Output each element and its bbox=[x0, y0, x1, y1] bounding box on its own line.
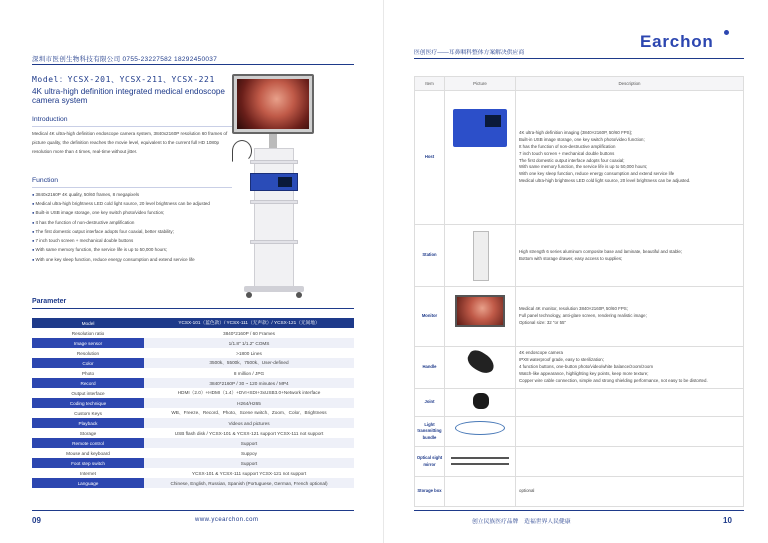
table-row: Image sensor 1/1.8" 1/1.2" COMS bbox=[32, 338, 354, 348]
table-row: Internet YCSX-101 & YCSX-111 support YCSX-121 not support bbox=[32, 468, 354, 478]
function-item: ● With same memory function, the service life is up to 50,000 hours; bbox=[32, 245, 232, 254]
logo-dot-icon bbox=[724, 30, 729, 35]
parameter-table bbox=[32, 318, 354, 488]
table-row: Host 4K ultra-high definition imaging (3840×2160P, 50/60 FPS); Built-in USB image storage, one key switch photo/video function; It has the function of non-destructive amplification 7 inch touch screen + mechanical double buttons The first domestic output interface adopts four coaxial; With same memory function, the service life is up to 50,000 hours; With one key sleep function, reduce energy consumption and extend service life Medical ultra-high brightness LED cold light source, 20 level brightness can be adjusted. bbox=[415, 91, 744, 225]
footer-slogan: 创立民族医疗品牌 造福世界人民健康 bbox=[472, 519, 571, 525]
table-row: Resolution ratio 3840*2160P / 60 Frames bbox=[32, 328, 354, 338]
optical-sight-image bbox=[445, 447, 516, 477]
page-number: 09 bbox=[32, 516, 41, 525]
divider bbox=[32, 64, 354, 65]
table-row: Coding technique H264/H265 bbox=[32, 398, 354, 408]
table-row: Language Chinese, English, Russian, Spanish (Portuguese, German, French optional) bbox=[32, 478, 354, 488]
function-item: ● It has the function of non-destructive amplification bbox=[32, 218, 232, 227]
table-row: Record 3840*2160P / 30 ~ 120 minutes / MP4 bbox=[32, 378, 354, 388]
divider bbox=[414, 58, 744, 59]
camera-host-graphic bbox=[250, 173, 298, 191]
model-line: Model：YCSX-201、YCSX-211、YCSX-221 bbox=[32, 75, 215, 84]
right-page bbox=[384, 0, 768, 543]
table-row: Storage USB flash disk / YCSX-101 & YCSX-121 support YCSX-111 not support bbox=[32, 428, 354, 438]
website: www.ycearchon.com bbox=[195, 517, 259, 523]
earchon-logo: Earchon bbox=[640, 32, 714, 51]
function-list bbox=[32, 190, 232, 264]
monitor-graphic bbox=[232, 74, 314, 134]
table-row: Handle 4K endoscope camera IPX8 waterproof grade, easy to sterilization; 4 function buttons, one-button photo/video/white balance/zoom/zoom Watch-like appearance, highlighting key points, keep more texture; Copper wire cable connection, simple and strong shielding performance, not easy to be distorted. bbox=[415, 347, 744, 389]
table-row: Joint bbox=[415, 389, 744, 417]
table-row: Photo 8 million / JPG bbox=[32, 368, 354, 378]
handle-image bbox=[445, 347, 516, 389]
host-image bbox=[445, 91, 516, 225]
column-header: Item bbox=[415, 77, 445, 91]
column-header: Picture bbox=[445, 77, 516, 91]
table-row: Light transmitting bundle bbox=[415, 417, 744, 447]
table-row: Custom Keys WB、Freeze、Record、Photo、Scene switch、Zoom、Color、Brightness bbox=[32, 408, 354, 418]
divider bbox=[32, 187, 232, 188]
table-row: Storage box optional bbox=[415, 477, 744, 507]
introduction-heading: Introduction bbox=[32, 116, 68, 123]
page-number: 10 bbox=[723, 516, 732, 525]
table-row: Model YCSX-101（蓝色款）/ YCSX-111（无声款）/ YCSX-121（无间地） bbox=[32, 318, 354, 328]
company-contact: 深圳市医创生物科技有限公司 0755-23227582 18292450037 bbox=[32, 56, 218, 63]
table-row: Output interface HDMI（2.0）+HDMI（1.4）+DVI+SDI+3xUSB3.0+Network interface bbox=[32, 388, 354, 398]
monitor-image bbox=[445, 287, 516, 347]
function-item: ● The first domestic output interface adopts four coaxial, better stability; bbox=[32, 227, 232, 236]
table-row: Foot step switch Support bbox=[32, 458, 354, 468]
table-row: Mouse and keyboard Suppoy bbox=[32, 448, 354, 458]
function-item: ● With one key sleep function, reduce energy consumption and extend service life bbox=[32, 255, 232, 264]
function-item: ● Medical ultra-high brightness LED cold light source, 20 level brightness can be adjusted bbox=[32, 199, 232, 208]
table-row: Color 3500k、5500k、7500k、User-defined bbox=[32, 358, 354, 368]
divider bbox=[414, 510, 744, 511]
divider bbox=[32, 308, 354, 309]
station-image bbox=[445, 225, 516, 287]
table-row: Playback Videos and pictures bbox=[32, 418, 354, 428]
divider bbox=[32, 510, 354, 511]
divider bbox=[32, 126, 232, 127]
function-item: ● 3840x2160P 4K quality, 50/60 frames, 8 megapixels bbox=[32, 190, 232, 199]
table-row: Station High strength 6 series aluminum composite base and laminate, beautiful and stable; Bottom with storage drawer, easy access to supplies; bbox=[415, 225, 744, 287]
product-title: 4K ultra-high definition integrated medical endoscope camera system bbox=[32, 87, 225, 106]
table-row: Remote control Support bbox=[32, 438, 354, 448]
function-heading: Function bbox=[32, 177, 59, 184]
table-row: Resolution >1800 Lines bbox=[32, 348, 354, 358]
table-header-row bbox=[415, 77, 744, 91]
table-row: Optical sight mirror bbox=[415, 447, 744, 477]
function-item: ● 7 inch touch screen + mechanical double buttons bbox=[32, 236, 232, 245]
components-table bbox=[414, 76, 744, 507]
right-header: 医创医疗——耳鼻咽科整体方案解决供应商 bbox=[414, 50, 525, 56]
introduction-text: Medical 4K ultra-high definition endoscope camera system, 3840x2160P resolution 60 frames of picture quality, the definition reaches the movie level, equivalent to the current full HD 1080p resolution more than 4 times, real-time without jitter. bbox=[32, 131, 228, 154]
parameter-heading: Parameter bbox=[32, 298, 67, 305]
function-item: ● Built-in USB image storage, one key switch photo/video function; bbox=[32, 208, 232, 217]
joint-image bbox=[445, 389, 516, 417]
column-header: Description bbox=[516, 77, 744, 91]
light-bundle-image bbox=[445, 417, 516, 447]
table-row: Monitor Medical 4K monitor, resolution 3840×2160P, 50/60 FPS; Full panel technology, anti-glare screen, rendering realistic image; Optional size: 32 "or 55" bbox=[415, 287, 744, 347]
